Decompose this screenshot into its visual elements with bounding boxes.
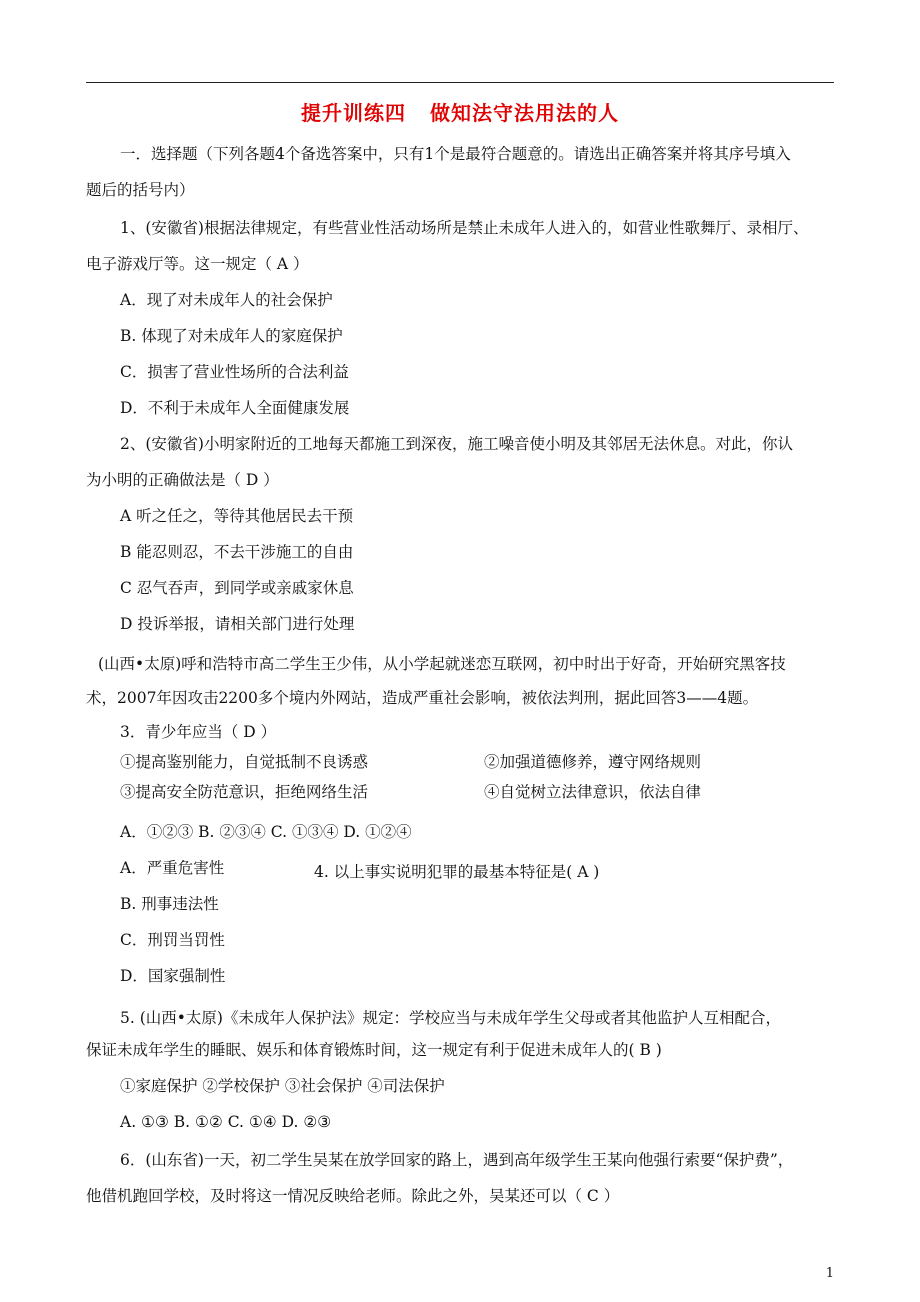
q2-option-c: C 忍气吞声，到同学或亲戚家休息: [120, 579, 354, 597]
q1-stem-line1: 1、(安徽省)根据法律规定，有些营业性活动场所是禁止未成年人进入的，如营业性歌舞厅、录相厅、: [120, 219, 809, 237]
q2-option-d: D 投诉举报，请相关部门进行处理: [120, 615, 355, 633]
q3-options: A．①②③ B. ②③④ C. ①③④ D. ①②④: [120, 823, 412, 841]
q6-stem-line2: 他借机跑回学校，及时将这一情况反映给老师。除此之外，吴某还可以（ C ）: [86, 1187, 620, 1205]
q5-items: ①家庭保护 ②学校保护 ③社会保护 ④司法保护: [120, 1077, 445, 1095]
q4-option-c: C．刑罚当罚性: [120, 931, 225, 949]
q2-stem-line1: 2、(安徽省)小明家附近的工地每天都施工到深夜，施工噪音使小明及其邻居无法休息。对此，你认: [120, 435, 793, 453]
q4-option-d: D．国家强制性: [120, 967, 226, 985]
q3-item-3: ③提高安全防范意识，拒绝网络生活: [120, 783, 369, 801]
q1-option-d: D．不利于未成年人全面健康发展: [120, 399, 350, 417]
q1-stem-line2: 电子游戏厅等。这一规定（ A ）: [86, 255, 309, 273]
q2-option-b: B 能忍则忍，不去干涉施工的自由: [120, 543, 354, 561]
page-title: [0, 97, 920, 126]
q5-stem-line2: 保证未成年学生的睡眠、娱乐和体育锻炼时间，这一规定有利于促进未成年人的( B ): [86, 1041, 662, 1059]
q4-stem: 4. 以上事实说明犯罪的最基本特征是( A ): [314, 863, 600, 881]
title-part2: 做知法守法用法的人: [430, 101, 619, 125]
q1-option-b: B. 体现了对未成年人的家庭保护: [120, 327, 343, 345]
q5-stem-line1: 5. (山西•太原)《未成年人保护法》规定：学校应当与未成年学生父母或者其他监护人互相配合，: [120, 1009, 781, 1027]
q5-options: A. ①③ B. ①② C. ①④ D. ②③: [120, 1113, 332, 1131]
q3-item-2: ②加强道德修养，遵守网络规则: [484, 753, 702, 771]
q1-option-a: A．现了对未成年人的社会保护: [120, 291, 333, 309]
header-rule: [86, 82, 834, 83]
q6-stem-line1: 6．(山东省)一天，初二学生吴某在放学回家的路上，遇到高年级学生王某向他强行索要“保护费”，: [120, 1151, 794, 1169]
title-part1: 提升训练四: [301, 101, 406, 125]
q4-option-b: B. 刑事违法性: [120, 895, 219, 913]
q1-option-c: C．损害了营业性场所的合法利益: [120, 363, 349, 381]
q4-option-a: A．严重危害性: [120, 859, 225, 877]
page-number: 1: [825, 1266, 834, 1281]
q3-item-4: ④自觉树立法律意识，依法自律: [484, 783, 702, 801]
section-instruction-line1: 一．选择题（下列各题4个备选答案中，只有1个是最符合题意的。请选出正确答案并将其序号填入: [120, 145, 791, 163]
passage-line2: 术，2007年因攻击2200多个境内外网站，造成严重社会影响，被依法判刑，据此回答3——4题。: [86, 689, 759, 707]
passage-line1: (山西•太原)呼和浩特市高二学生王少伟，从小学起就迷恋互联网，初中时出于好奇，开始研究黑客技: [98, 655, 786, 673]
section-instruction-line2: 题后的括号内）: [86, 181, 195, 199]
q2-stem-line2: 为小明的正确做法是（ D ）: [86, 471, 279, 489]
q2-option-a: A 听之任之，等待其他居民去干预: [120, 507, 354, 525]
q3-item-1: ①提高鉴别能力，自觉抵制不良诱惑: [120, 753, 369, 771]
q3-stem: 3．青少年应当（ D ）: [120, 723, 277, 741]
